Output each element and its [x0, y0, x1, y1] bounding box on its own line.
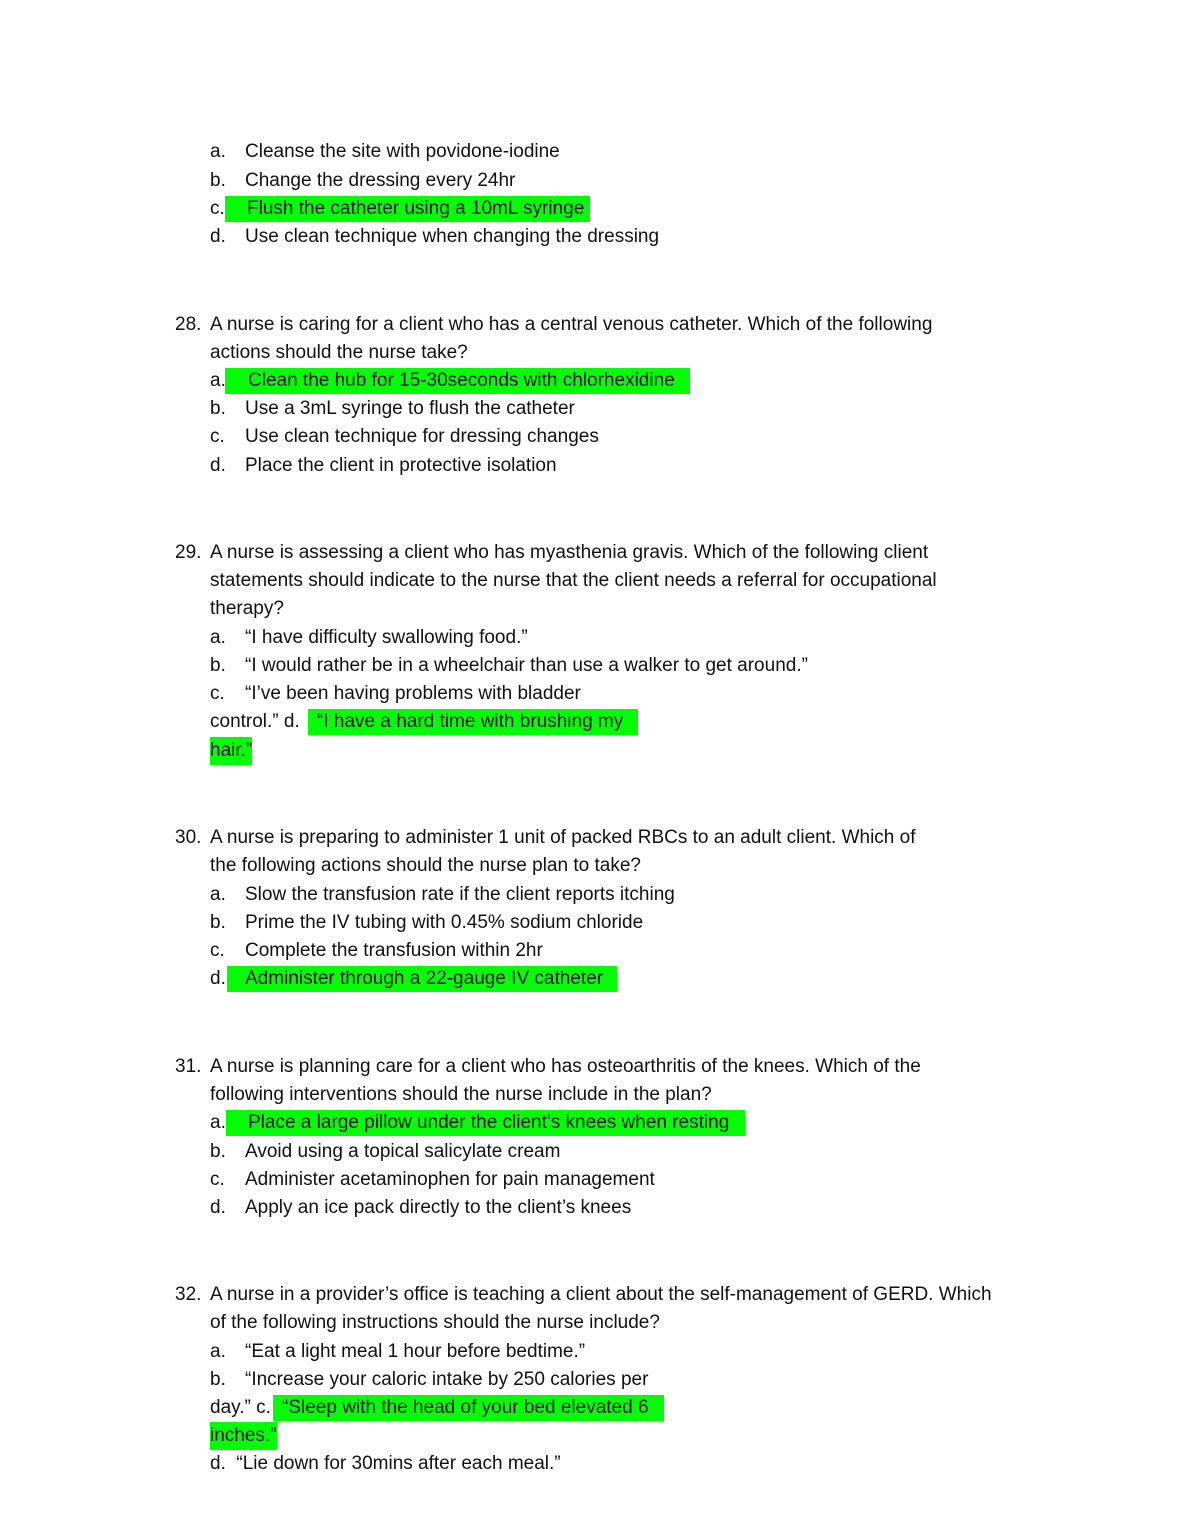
option-30c: c. Complete the transfusion within 2hr [210, 940, 543, 961]
question-stem-cont: of the following instructions should the nurse include? [210, 1312, 660, 1333]
option-28a-correct: a. Clean the hub for 15-30seconds with chlorhexidine [0, 367, 1190, 395]
option-31d: d. Apply an ice pack directly to the client’s knees [210, 1197, 632, 1218]
option-29a: a. “I have difficulty swallowing food.” [210, 627, 528, 648]
option-28d: d. Place the client in protective isolation [210, 455, 557, 476]
option-29d-correct: control.” d. “I have a hard time with brushing my [0, 708, 1190, 736]
question-stem: 32. A nurse in a provider’s office is teaching a client about the self-management of GERD. Which [175, 1284, 992, 1305]
option-28c: c. Use clean technique for dressing changes [210, 426, 599, 447]
option-32c-cont: inches.” [0, 1422, 1190, 1450]
option-27c-correct: c. Flush the catheter using a 10mL syringe [0, 195, 1190, 223]
option-32d: d. “Lie down for 30mins after each meal.” [210, 1453, 561, 1474]
question-stem-cont: actions should the nurse take? [210, 342, 468, 363]
option-30a: a. Slow the transfusion rate if the client reports itching [210, 884, 675, 905]
option-29d-cont: hair.” [0, 737, 1190, 765]
option-31c: c. Administer acetaminophen for pain management [210, 1169, 655, 1190]
question-stem: 31. A nurse is planning care for a client who has osteoarthritis of the knees. Which of the [175, 1056, 921, 1077]
option-31a-correct: a. Place a large pillow under the client’s knees when resting [0, 1109, 1190, 1137]
question-stem-cont: following interventions should the nurse include in the plan? [210, 1084, 712, 1105]
option-27b: b. Change the dressing every 24hr [210, 170, 516, 191]
header-mark [570, 1, 620, 4]
question-stem: 30. A nurse is preparing to administer 1 unit of packed RBCs to an adult client. Which of [175, 827, 916, 848]
option-32c-correct: day.” c. “Sleep with the head of your bed elevated 6 [0, 1394, 1190, 1422]
option-27a: a. Cleanse the site with povidone-iodine [210, 141, 560, 162]
question-stem-cont: therapy? [210, 598, 284, 619]
question-stem-cont: the following actions should the nurse plan to take? [210, 855, 641, 876]
option-27d: d. Use clean technique when changing the dressing [210, 226, 660, 247]
option-28b: b. Use a 3mL syringe to flush the catheter [210, 398, 575, 419]
option-32b: b. “Increase your caloric intake by 250 calories per [210, 1369, 649, 1390]
option-30b: b. Prime the IV tubing with 0.45% sodium chloride [210, 912, 644, 933]
question-stem: 29. A nurse is assessing a client who has myasthenia gravis. Which of the following client [175, 542, 929, 563]
option-30d-correct: d. Administer through a 22-gauge IV catheter [0, 965, 1190, 993]
question-stem-cont: statements should indicate to the nurse that the client needs a referral for occupational [210, 570, 937, 591]
option-29b: b. “I would rather be in a wheelchair than use a walker to get around.” [210, 655, 808, 676]
option-32a: a. “Eat a light meal 1 hour before bedtime.” [210, 1341, 586, 1362]
option-29c: c. “I’ve been having problems with bladder [210, 683, 581, 704]
option-31b: b. Avoid using a topical salicylate cream [210, 1141, 561, 1162]
question-stem: 28. A nurse is caring for a client who has a central venous catheter. Which of the following [175, 314, 933, 335]
